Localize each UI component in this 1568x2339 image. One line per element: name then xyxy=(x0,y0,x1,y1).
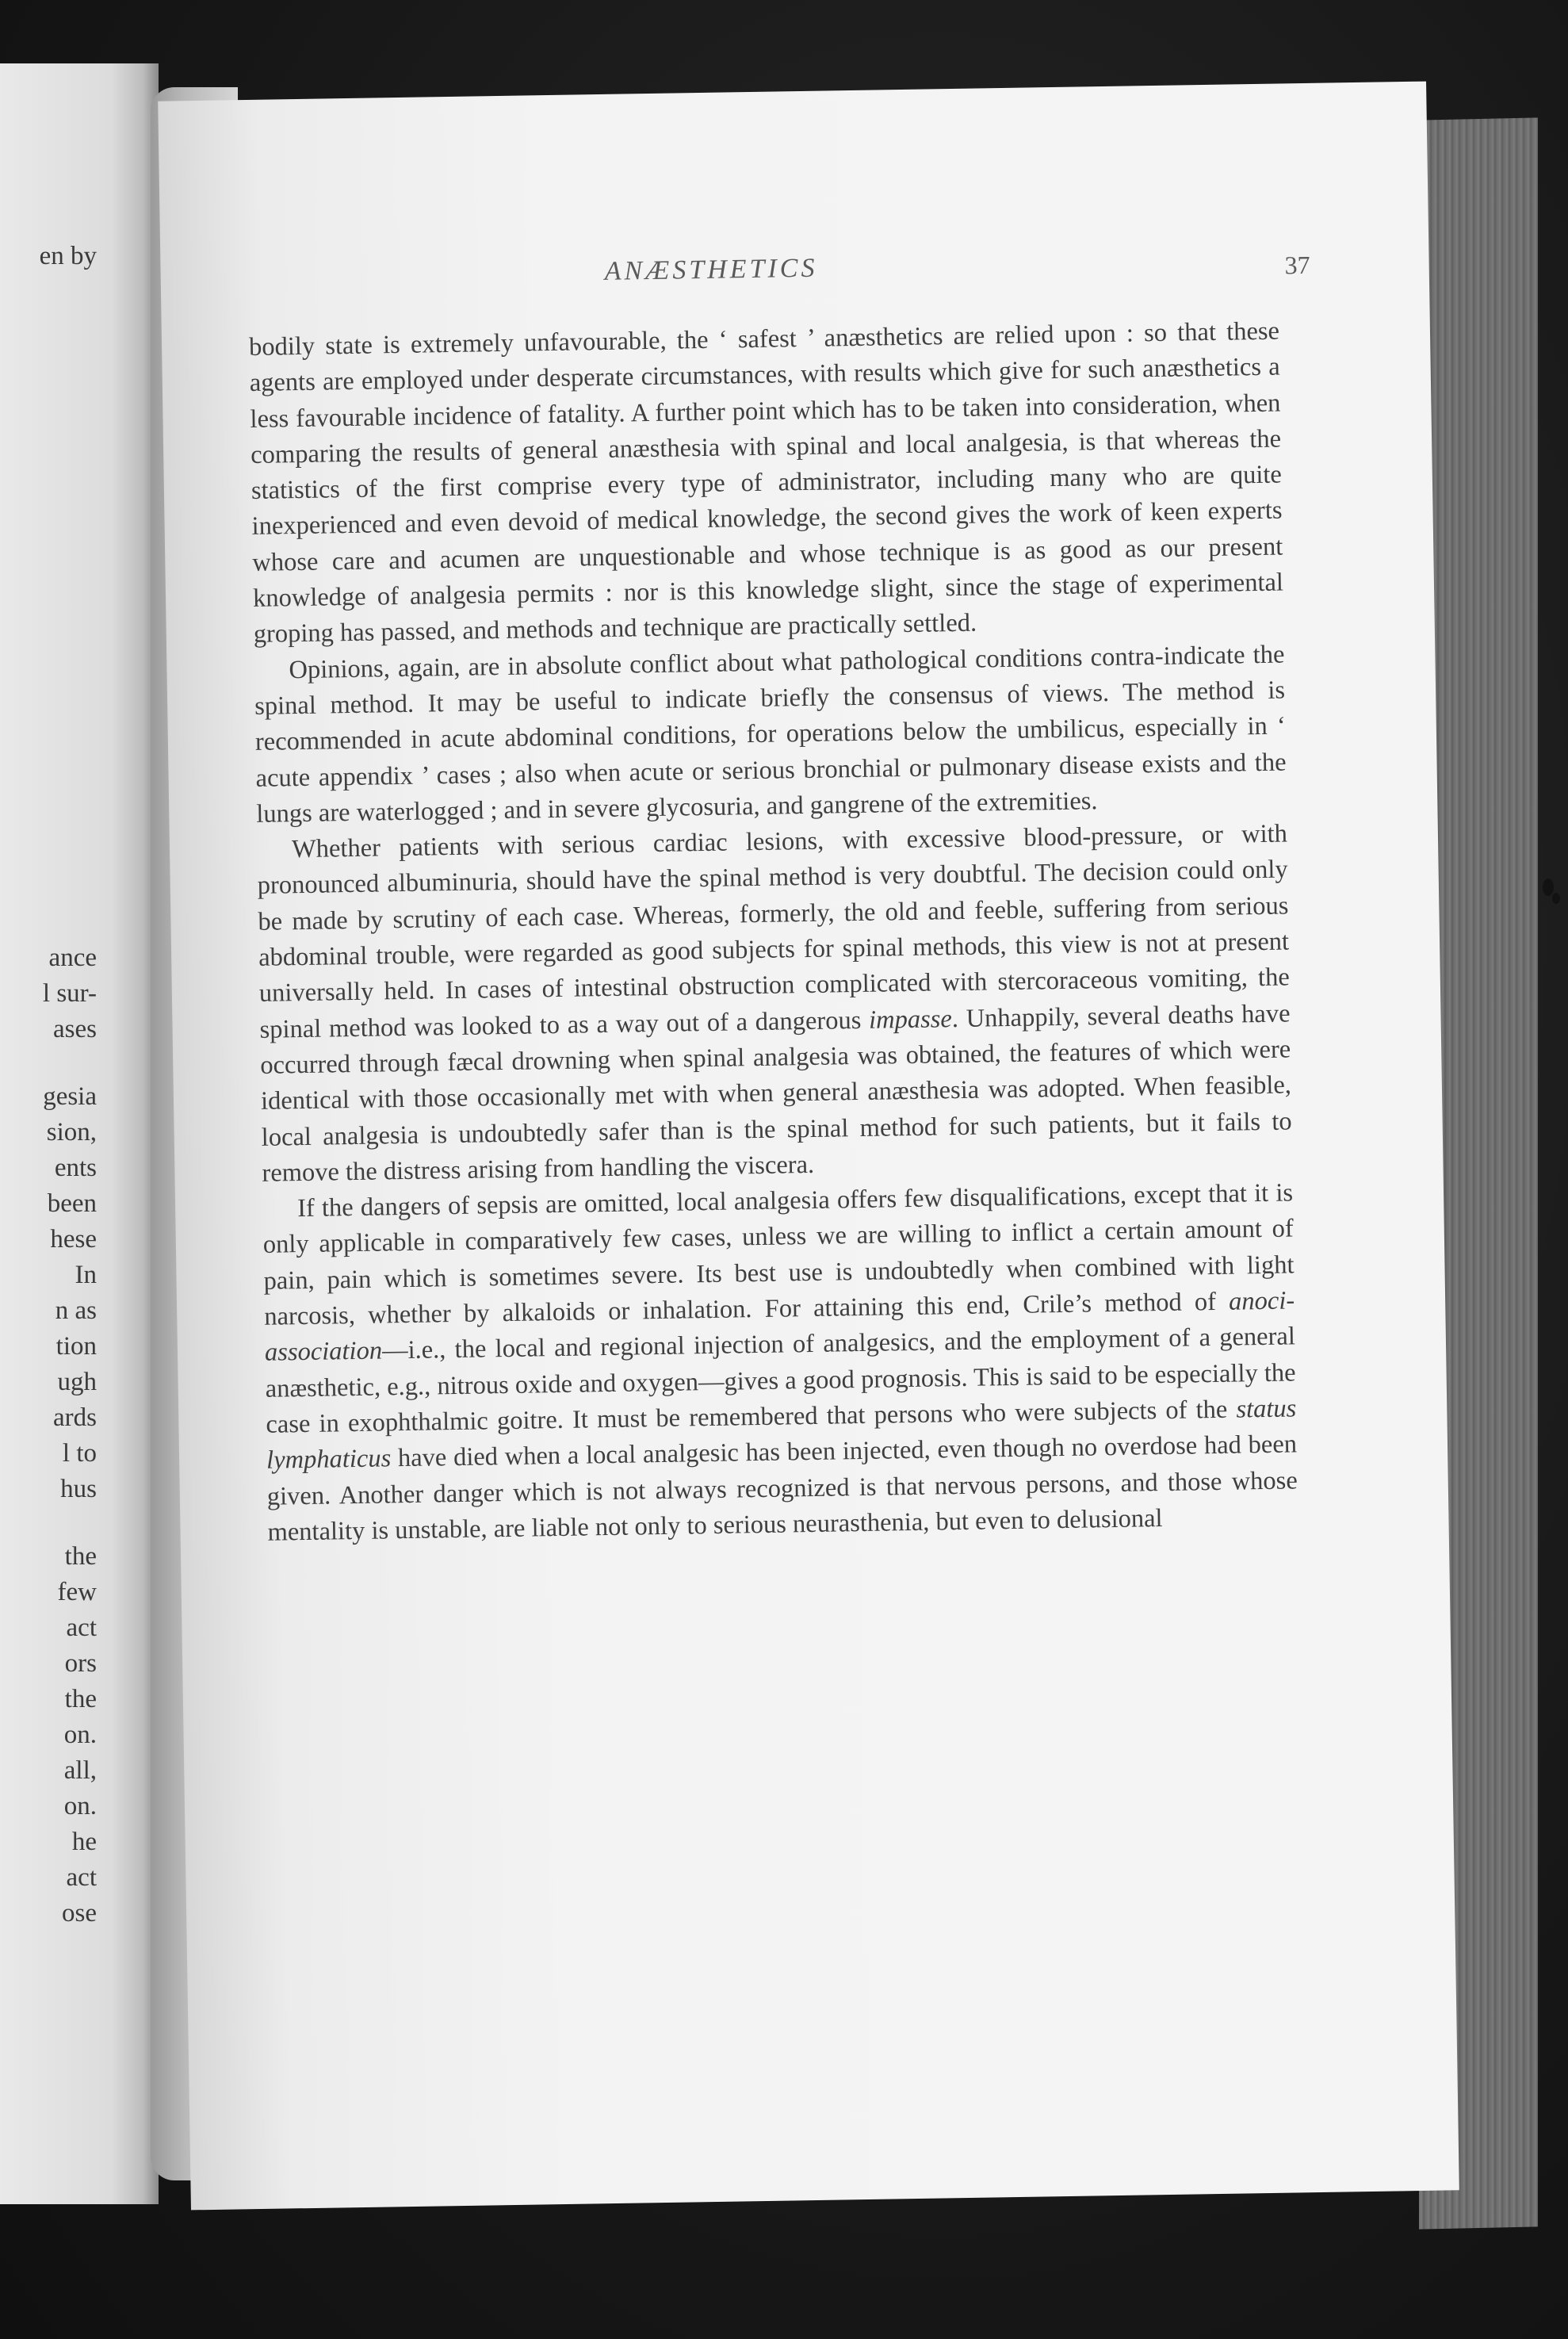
text-run: . Unhappily, several deaths have occurred through fæcal drowning when spinal analgesia was obtained, the features of which were identical with those occasionally met with when general anæsthesia was adopted. When feasible, local analgesia is undoubtedly safer than is the spinal method for such patients, but it fails to remove the distress arising from handling the viscera. xyxy=(260,999,1292,1188)
left-page-text-fragment: sion, xyxy=(46,1118,97,1147)
left-page-text-fragment: tion xyxy=(55,1332,97,1361)
left-page-text-fragment: ose xyxy=(62,1899,97,1927)
italic-phrase: status lymphaticus xyxy=(266,1394,1297,1475)
body-text xyxy=(249,314,1298,1551)
dust-speck xyxy=(1552,893,1560,904)
left-page-text-fragment: ards xyxy=(53,1403,97,1432)
paragraph xyxy=(262,1176,1298,1551)
italic-phrase: impasse xyxy=(868,1004,953,1035)
left-page-text-fragment: act xyxy=(66,1614,97,1642)
left-page-text-fragment: been xyxy=(47,1189,97,1218)
page-number: 37 xyxy=(1284,250,1310,280)
left-page-text-fragment: ases xyxy=(53,1015,97,1043)
text-run: bodily state is extremely unfavourable, the ‘ safest ’ anæsthetics are relied upon : so that these agents are employed under desperate circumstances, with results which give for such anæsthetics a less favourable incidence of fatality. A further point which has to be taken into consideration, when comparing the results of general anæsthesia with spinal and local analgesia, is that whereas the statistics of the first comprise every type of administrator, including many who are quite inexperienced and even devoid of medical knowledge, the second gives the work of keen experts whose care and acumen are unquestionable and whose technique is as good as our present knowledge of analgesia permits : nor is this knowledge slight, since the stage of experimental groping has passed, and methods and technique are practically settled. xyxy=(248,316,1284,649)
text-run: If the dangers of sepsis are omitted, local analgesia offers few disqualifications, except that it is only applicable in comparatively few cases, unless we are willing to inflict a certain amount of pain, pain which is sometimes severe. Its best use is undoubtedly when combined with light narcosis, whether by alkaloids or inhalation. For attaining this end, Crile’s method of xyxy=(262,1178,1295,1331)
dust-speck xyxy=(1543,879,1554,896)
italic-phrase: anoci-association xyxy=(264,1286,1295,1368)
paragraph xyxy=(257,817,1293,1192)
book-page xyxy=(158,82,1459,2211)
left-page-text-fragment: ents xyxy=(54,1154,97,1182)
left-page-text-fragment: n as xyxy=(55,1296,97,1325)
left-page-text-fragment: In xyxy=(75,1261,97,1289)
left-page-text-fragment: gesia xyxy=(43,1082,97,1111)
left-page-text-fragment: act xyxy=(66,1863,97,1892)
left-page-text-fragment: hese xyxy=(50,1225,97,1254)
left-page xyxy=(0,63,159,2204)
left-page-text-fragment: l sur- xyxy=(42,979,97,1008)
text-run: have died when a local analgesic has been injected, even though no overdose had been given. Another danger which is not always recognized is that nervous persons, and those whose mentality is unstable, are liable not only to serious neurasthenia, but even to delusional xyxy=(266,1430,1298,1547)
left-page-text-fragment: hus xyxy=(60,1475,97,1503)
left-page-text-fragment: ors xyxy=(64,1649,97,1678)
paragraph xyxy=(249,314,1284,653)
left-page-text-fragment: on. xyxy=(63,1721,97,1749)
left-page-text-fragment: on. xyxy=(63,1792,97,1820)
left-page-text-fragment: ugh xyxy=(57,1368,97,1396)
left-page-text-fragment: all, xyxy=(63,1756,97,1785)
text-run: Whether patients with serious cardiac lesions, with excessive blood-pressure, or with pronounced albuminuria, should have the spinal method is very doubtful. The decision could only be made by scrutiny of each case. Whereas, formerly, the old and feeble, suffering from serious abdominal trouble, were regarded as good subjects for spinal methods, this view is not at present universally held. In cases of intestinal obstruction complicated with stercoraceous vomiting, the spinal method was looked to as a way out of a dangerous xyxy=(257,819,1291,1044)
left-page-text-fragment: en by xyxy=(39,242,97,270)
left-page-text-fragment: the xyxy=(64,1685,97,1713)
left-page-text-fragment: ance xyxy=(48,944,97,972)
left-page-text-fragment: the xyxy=(64,1542,97,1571)
running-head xyxy=(160,244,1428,296)
text-run: Opinions, again, are in absolute conflict about what pathological conditions contra-indicate the spinal method. It may be useful to indicate briefly the consensus of views. The method is recommended in acute abdominal conditions, for operations below the umbilicus, especially in ‘ acute appendix ’ cases ; also when acute or serious bronchial or pulmonary disease exists and the lungs are waterlogged ; and in severe glycosuria, and gangrene of the extremities. xyxy=(254,640,1287,829)
paragraph xyxy=(254,637,1287,833)
left-page-text-fragment: l to xyxy=(62,1439,97,1468)
left-page-text-fragment: few xyxy=(57,1578,97,1606)
running-title: ANÆSTHETICS xyxy=(604,253,818,286)
text-run: —i.e., the local and regional injection of analgesics, and the employment of a general anæsthetic, e.g., nitrous oxide and oxygen—gives a good prognosis. This is said to be especially the case in exophthalmic goitre. It must be remembered that persons who were subjects of the xyxy=(265,1322,1296,1439)
left-page-text-fragment: he xyxy=(71,1828,97,1856)
